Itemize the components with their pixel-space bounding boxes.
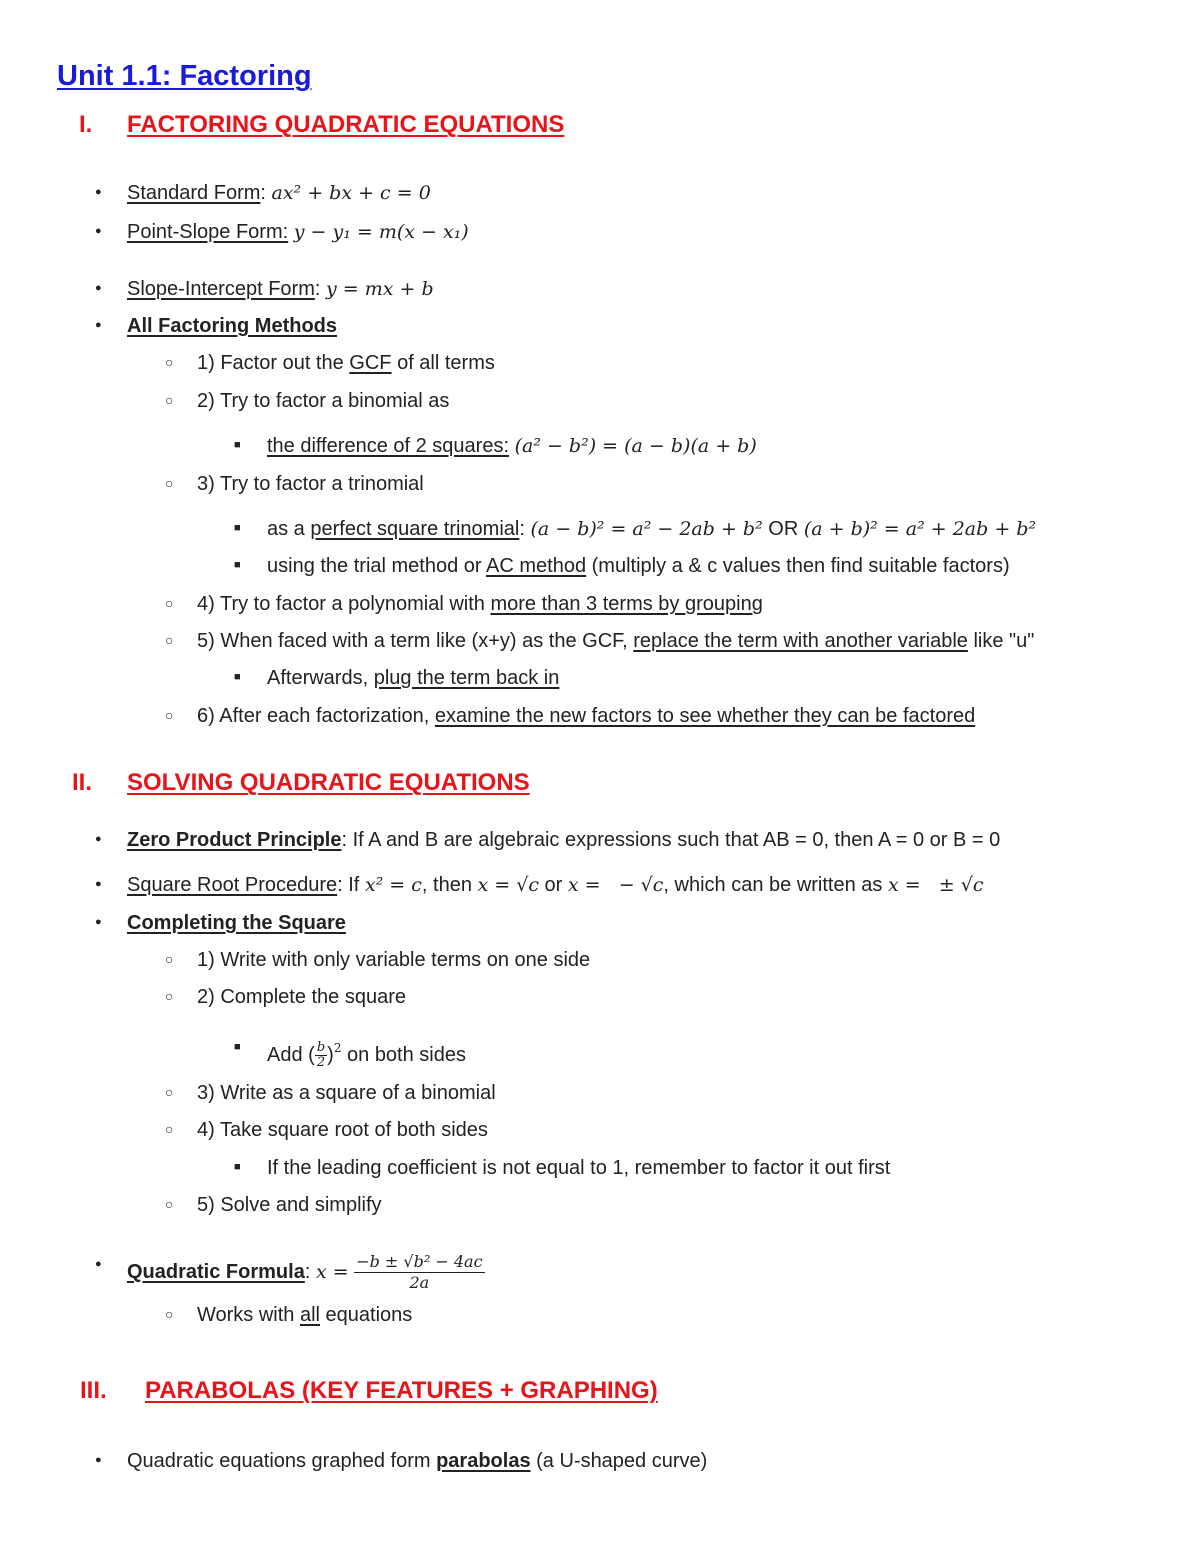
- denominator: 2a: [409, 1273, 430, 1292]
- text: : If: [337, 874, 365, 896]
- formula: x = ± √c: [887, 874, 984, 896]
- separator: :: [304, 1260, 316, 1283]
- text: 4) Try to factor a polynomial with: [197, 593, 491, 615]
- section-number: II.: [72, 769, 93, 796]
- text: 1) Factor out the: [197, 352, 350, 374]
- text: (multiply a & c values then find suitable factors): [586, 555, 1010, 577]
- text: 5) Solve and simplify: [197, 1194, 382, 1216]
- formula: y = mx + b: [325, 278, 434, 300]
- denominator: 2: [316, 1055, 326, 1071]
- underlined-text: replace the term with another variable: [633, 630, 968, 652]
- circle-bullet-icon: [165, 984, 173, 1011]
- bullet-icon: [95, 313, 102, 340]
- section-heading-2: [72, 768, 530, 798]
- formula: (a − b)² = a² − 2ab + b²: [530, 518, 763, 540]
- text: ): [327, 1044, 334, 1066]
- underlined-text: more than 3 terms by grouping: [490, 593, 763, 615]
- exponent: 2: [333, 1041, 342, 1055]
- numerator: b: [316, 1040, 326, 1056]
- bullet-icon: [95, 910, 102, 937]
- text: Afterwards,: [267, 667, 374, 689]
- fraction: [354, 1252, 484, 1293]
- text: 5) When faced with a term like (x+y) as the GCF,: [197, 630, 634, 652]
- text: OR: [762, 518, 804, 540]
- underlined-text: the difference of 2 squares:: [267, 435, 510, 457]
- numerator: −b ± √b² − 4ac: [356, 1252, 483, 1271]
- bullet-icon: [95, 180, 102, 207]
- circle-bullet-icon: [165, 591, 173, 618]
- bullet-icon: [95, 1252, 102, 1279]
- term-label: Quadratic Formula: [127, 1260, 305, 1283]
- formula: ax² + bx + c = 0: [271, 182, 431, 204]
- section-heading-1: [79, 110, 565, 140]
- circle-bullet-icon: [165, 1080, 173, 1107]
- text: If the leading coefficient is not equal to 1, remember to factor it out first: [267, 1157, 891, 1179]
- term-label: Point-Slope Form:: [127, 221, 289, 243]
- section-heading-3: [80, 1376, 658, 1406]
- circle-bullet-icon: [165, 703, 173, 730]
- circle-bullet-icon: [165, 628, 173, 655]
- underlined-text: GCF: [349, 352, 392, 374]
- subheading: All Factoring Methods: [127, 315, 337, 337]
- square-bullet-icon: [234, 1035, 241, 1062]
- formula: x² = c: [364, 874, 422, 896]
- square-bullet-icon: [234, 1155, 241, 1182]
- text: Quadratic equations graphed form: [127, 1450, 437, 1472]
- square-bullet-icon: [234, 553, 241, 580]
- formula: x = − √c: [567, 874, 664, 896]
- term-label: Slope-Intercept Form: [127, 278, 315, 300]
- formula: x =: [315, 1260, 349, 1283]
- circle-bullet-icon: [165, 1117, 173, 1144]
- text: 1) Write with only variable terms on one side: [197, 949, 591, 971]
- page-title: Unit 1.1: Factoring: [57, 60, 312, 92]
- bullet-icon: [95, 827, 102, 854]
- term-label: parabolas: [436, 1450, 531, 1472]
- square-bullet-icon: [234, 516, 241, 543]
- circle-bullet-icon: [165, 947, 173, 974]
- circle-bullet-icon: [165, 350, 173, 377]
- formula: x = √c: [477, 874, 539, 896]
- text: 3) Write as a square of a binomial: [197, 1082, 496, 1104]
- text: of all terms: [391, 352, 495, 374]
- separator: :: [260, 182, 272, 204]
- text: or: [539, 874, 568, 896]
- formula: (a + b)² = a² + 2ab + b²: [803, 518, 1037, 540]
- term-label: Zero Product Principle: [127, 829, 342, 851]
- text: 2) Complete the square: [197, 986, 407, 1008]
- circle-bullet-icon: [165, 1192, 173, 1219]
- section-title: FACTORING QUADRATIC EQUATIONS: [127, 111, 565, 138]
- text: 4) Take square root of both sides: [197, 1119, 488, 1141]
- section-title: PARABOLAS (KEY FEATURES + GRAPHING): [145, 1377, 658, 1404]
- text: as a: [267, 518, 311, 540]
- circle-bullet-icon: [165, 388, 173, 415]
- text: Add (: [267, 1044, 315, 1066]
- text: using the trial method or: [267, 555, 487, 577]
- underlined-text: examine the new factors to see whether they can be factored: [434, 705, 976, 727]
- bullet-icon: [95, 872, 102, 899]
- circle-bullet-icon: [165, 471, 173, 498]
- term-label: Square Root Procedure: [127, 874, 338, 896]
- text: 2) Try to factor a binomial as: [197, 390, 450, 412]
- text: Works with: [197, 1304, 300, 1326]
- square-bullet-icon: [234, 665, 241, 692]
- text: equations: [320, 1304, 413, 1326]
- text: , then: [421, 874, 478, 896]
- underlined-text: all: [299, 1304, 320, 1326]
- text: 3) Try to factor a trinomial: [197, 473, 424, 495]
- bullet-icon: [95, 1448, 102, 1475]
- fraction: [315, 1041, 327, 1070]
- text: : If A and B are algebraic expressions such that AB = 0, then A = 0 or B = 0: [341, 829, 1001, 851]
- section-title: SOLVING QUADRATIC EQUATIONS: [127, 769, 530, 796]
- section-number: III.: [80, 1377, 107, 1404]
- section-number: I.: [79, 111, 93, 138]
- text: on both sides: [341, 1044, 466, 1066]
- separator: :: [314, 278, 326, 300]
- text: like "u": [967, 630, 1035, 652]
- underlined-text: perfect square trinomial: [310, 518, 520, 540]
- underlined-text: plug the term back in: [373, 667, 560, 689]
- underlined-text: AC method: [486, 555, 587, 577]
- text: 6) After each factorization,: [197, 705, 435, 727]
- text: :: [519, 518, 531, 540]
- text: , which can be written as: [663, 874, 888, 896]
- formula: (a² − b²) = (a − b)(a + b): [514, 435, 757, 457]
- subheading: Completing the Square: [127, 912, 346, 934]
- formula: y − y₁ = m(x − x₁): [293, 221, 469, 243]
- square-bullet-icon: [234, 433, 241, 460]
- bullet-icon: [95, 276, 102, 303]
- text: (a U-shaped curve): [530, 1450, 708, 1472]
- circle-bullet-icon: [165, 1302, 173, 1329]
- bullet-icon: [95, 219, 102, 246]
- term-label: Standard Form: [127, 182, 261, 204]
